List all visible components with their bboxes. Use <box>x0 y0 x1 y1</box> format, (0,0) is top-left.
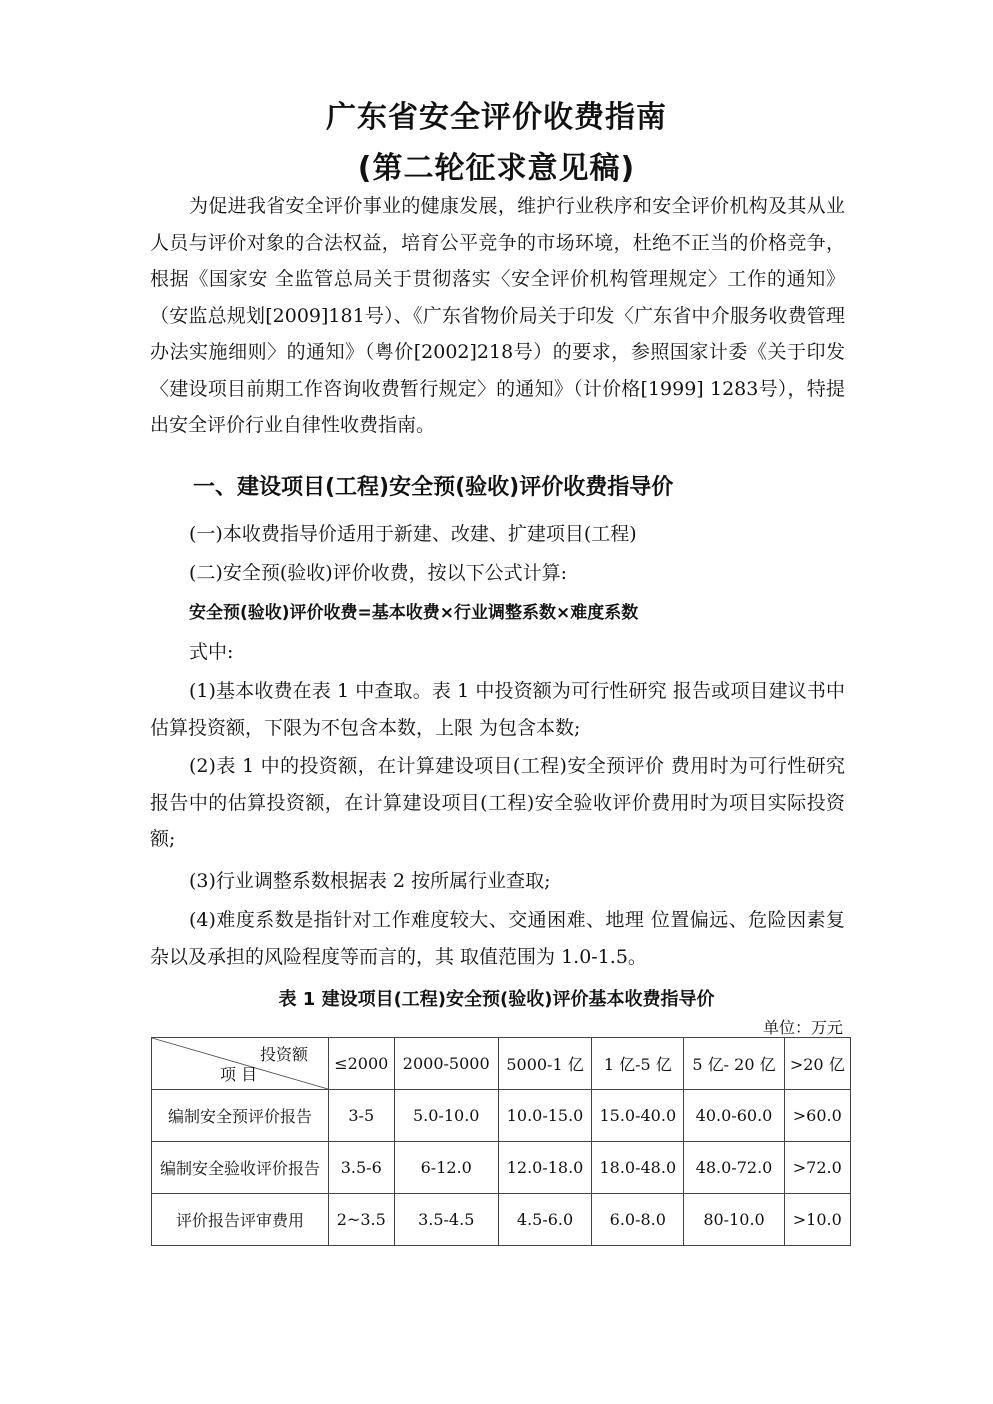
column-header: 5 亿- 20 亿 <box>684 1038 784 1090</box>
document-subtitle: (第二轮征求意见稿) <box>357 151 636 186</box>
table-cell: 6-12.0 <box>394 1142 498 1194</box>
table-cell: >72.0 <box>784 1142 850 1194</box>
section-heading: 一、建设项目(工程)安全预(验收)评价收费指导价 <box>193 475 674 500</box>
table-cell: 3.5-6 <box>329 1142 395 1194</box>
table-cell: 10.0-15.0 <box>498 1090 591 1142</box>
table-cell: 2~3.5 <box>329 1194 395 1246</box>
item-1: (一)本收费指导价适用于新建、改建、扩建项目(工程) <box>189 523 637 545</box>
intro-paragraph: 为促进我省安全评价事业的健康发展，维护行业秩序和安全评价机构及其从业人员与评价对象的合法权益，培育公平竞争的市场环境，杜绝不正当的价格竞争，根据《国家安 全监管总局关于贯彻落实〈安全评价机构管理规定〉工作的通知》（安监总规划[2009]181号）、《广东省物价局关于印发〈广东省中介服务收费管理办法实施细则〉的通知》（粤价[2002]218号）的要求，参照国家计委《关于印发〈建设项目前期工作咨询收费暂行规定〉的通知》（计价格[1999] 1283号），特提出安全评价行业自律性收费指南。 <box>150 195 845 436</box>
table-corner-cell <box>152 1038 329 1090</box>
note-1: (1)基本收费在表 1 中查取。表 1 中投资额为可行性研究 报告或项目建议书中估算投资额，下限为不包含本数，上限 为包含本数; <box>150 680 845 739</box>
table-cell: 3.5-4.5 <box>394 1194 498 1246</box>
table-cell: 5.0-10.0 <box>394 1090 498 1142</box>
table-cell: 4.5-6.0 <box>498 1194 591 1246</box>
table-row <box>152 1194 851 1246</box>
table-row <box>152 1142 851 1194</box>
row-label: 评价报告评审费用 <box>152 1194 329 1246</box>
fee-table <box>151 1037 851 1246</box>
table-cell: 6.0-8.0 <box>592 1194 684 1246</box>
note-2: (2)表 1 中的投资额，在计算建设项目(工程)安全预评价 费用时为可行性研究报告中的估算投资额，在计算建设项目(工程)安全验收评价费用时为项目实际投资额; <box>150 755 845 850</box>
table-header-row <box>152 1038 851 1090</box>
table-cell: 15.0-40.0 <box>592 1090 684 1142</box>
table-cell: 18.0-48.0 <box>592 1142 684 1194</box>
row-label: 编制安全验收评价报告 <box>152 1142 329 1194</box>
note-4: (4)难度系数是指针对工作难度较大、交通困难、地理 位置偏远、危险因素复杂以及承担的风险程度等而言的，其 取值范围为 1.0-1.5。 <box>150 909 845 968</box>
row-label: 编制安全预评价报告 <box>152 1090 329 1142</box>
table-cell: >10.0 <box>784 1194 850 1246</box>
table-cell: 48.0-72.0 <box>684 1142 784 1194</box>
corner-label-investment: 投资额 <box>259 1045 308 1064</box>
column-header: ≤2000 <box>329 1038 395 1090</box>
table-cell: 12.0-18.0 <box>498 1142 591 1194</box>
table-cell: 40.0-60.0 <box>684 1090 784 1142</box>
table-unit: 单位：万元 <box>762 1018 843 1037</box>
column-header: 5000-1 亿 <box>498 1038 591 1090</box>
note-3: (3)行业调整系数根据表 2 按所属行业查取; <box>189 870 551 892</box>
table-row <box>152 1090 851 1142</box>
table-cell: >60.0 <box>784 1090 850 1142</box>
document-title: 广东省安全评价收费指南 <box>326 100 667 135</box>
where-label: 式中: <box>189 641 234 663</box>
column-header: 1 亿-5 亿 <box>592 1038 684 1090</box>
table-cell: 3-5 <box>329 1090 395 1142</box>
column-header: >20 亿 <box>784 1038 850 1090</box>
table-cell: 80-10.0 <box>684 1194 784 1246</box>
corner-label-item: 项 目 <box>220 1065 258 1084</box>
column-header: 2000-5000 <box>394 1038 498 1090</box>
table-title: 表 1 建设项目(工程)安全预(验收)评价基本收费指导价 <box>278 989 715 1010</box>
item-2: (二)安全预(验收)评价收费，按以下公式计算: <box>189 562 568 584</box>
fee-formula: 安全预(验收)评价收费=基本收费×行业调整系数×难度系数 <box>189 603 639 623</box>
